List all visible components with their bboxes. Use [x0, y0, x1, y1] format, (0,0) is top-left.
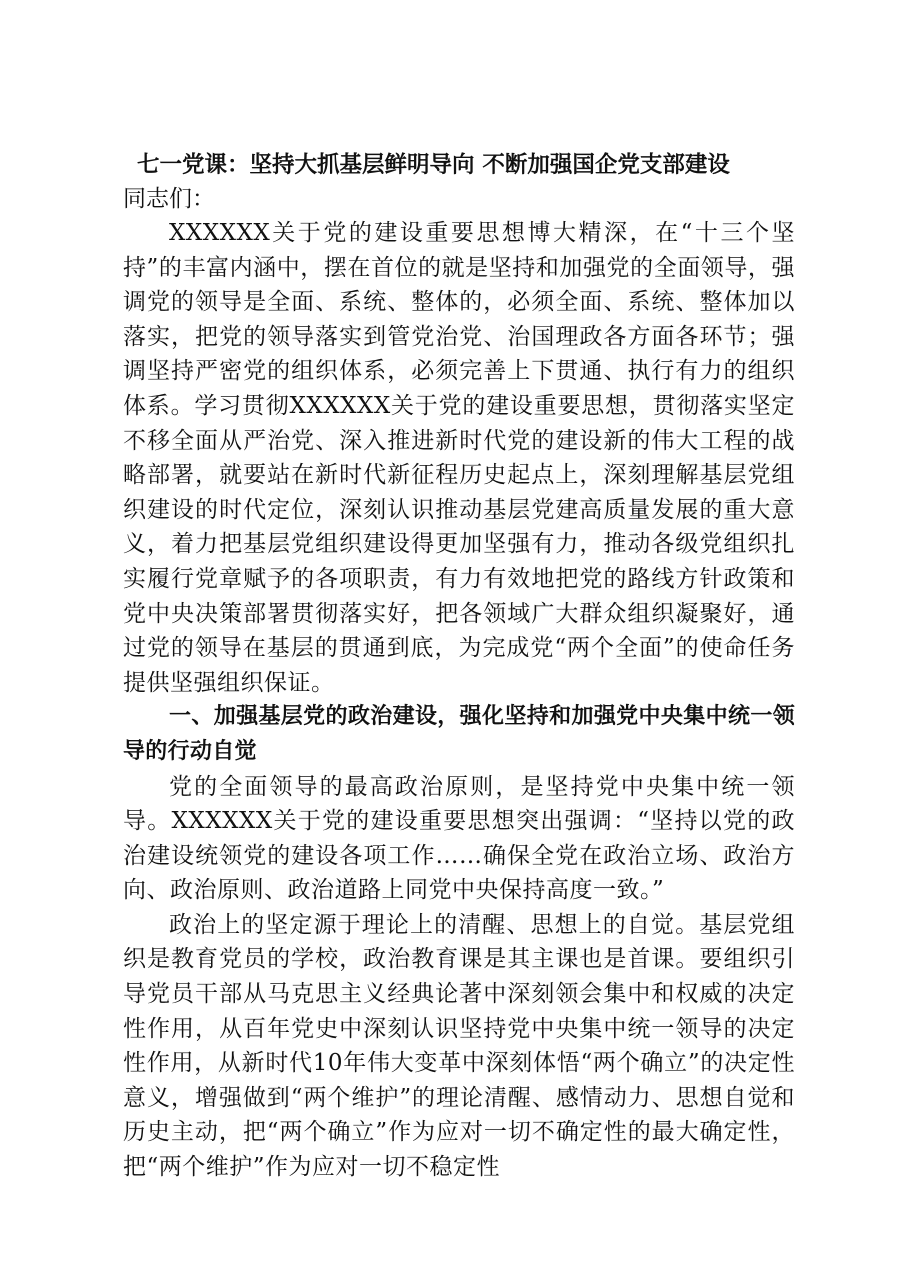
document-body: [123, 148, 795, 1185]
section-paragraph-2: 政治上的坚定源于理论上的清醒、思想上的自觉。基层党组织是教育党员的学校，政治教育课是其主课也是首课。要组织引导党员干部从马克思主义经典论著中深刻领会集中和权威的决定性作用，从百年党史中深刻认识坚持党中央集中统一领导的决定性作用，从新时代10年伟大变革中深刻体悟“两个确立”的决定性意义，增强做到“两个维护”的理论清醒、感情动力、思想自觉和历史主动，把“两个确立”作为应对一切不确定性的最大确定性，把“两个维护”作为应对一切不稳定性: [123, 911, 795, 1181]
section-paragraph-1: 党的全面领导的最高政治原则，是坚持党中央集中统一领导。XXXXXX关于党的建设重要思想突出强调：“坚持以党的政治建设统领党的建设各项工作……确保全党在政治立场、政治方向、政治原则、政治道路上同党中央保持高度一致。”: [123, 773, 795, 904]
document-title: 七一党课：坚持大抓基层鲜明导向 不断加强国企党支部建设: [137, 152, 730, 178]
intro-paragraph: XXXXXX关于党的建设重要思想博大精深，在“十三个坚持”的丰富内涵中，摆在首位的就是坚持和加强党的全面领导，强调党的领导是全面、系统、整体的，必须全面、系统、整体加以落实，把党的领导落实到管党治党、治国理政各方面各环节；强调坚持严密党的组织体系，必须完善上下贯通、执行有力的组织体系。学习贯彻XXXXXX关于党的建设重要思想，贯彻落实坚定不移全面从严治党、深入推进新时代党的建设新的伟大工程的战略部署，就要站在新时代新征程历史起点上，深刻理解基层党组织建设的时代定位，深刻认识推动基层党建高质量发展的重大意义，着力把基层党组织建设得更加坚强有力，推动各级党组织扎实履行党章赋予的各项职责，有力有效地把党的路线方针政策和党中央决策部署贯彻落实好，把各领域广大群众组织凝聚好，通过党的领导在基层的贯通到底，为完成党“两个全面”的使命任务提供坚强组织保证。: [123, 220, 795, 696]
section-heading: 一、加强基层党的政治建设，强化坚持和加强党中央集中统一领导的行动自觉: [123, 704, 795, 764]
salutation: 同志们：: [123, 186, 215, 212]
